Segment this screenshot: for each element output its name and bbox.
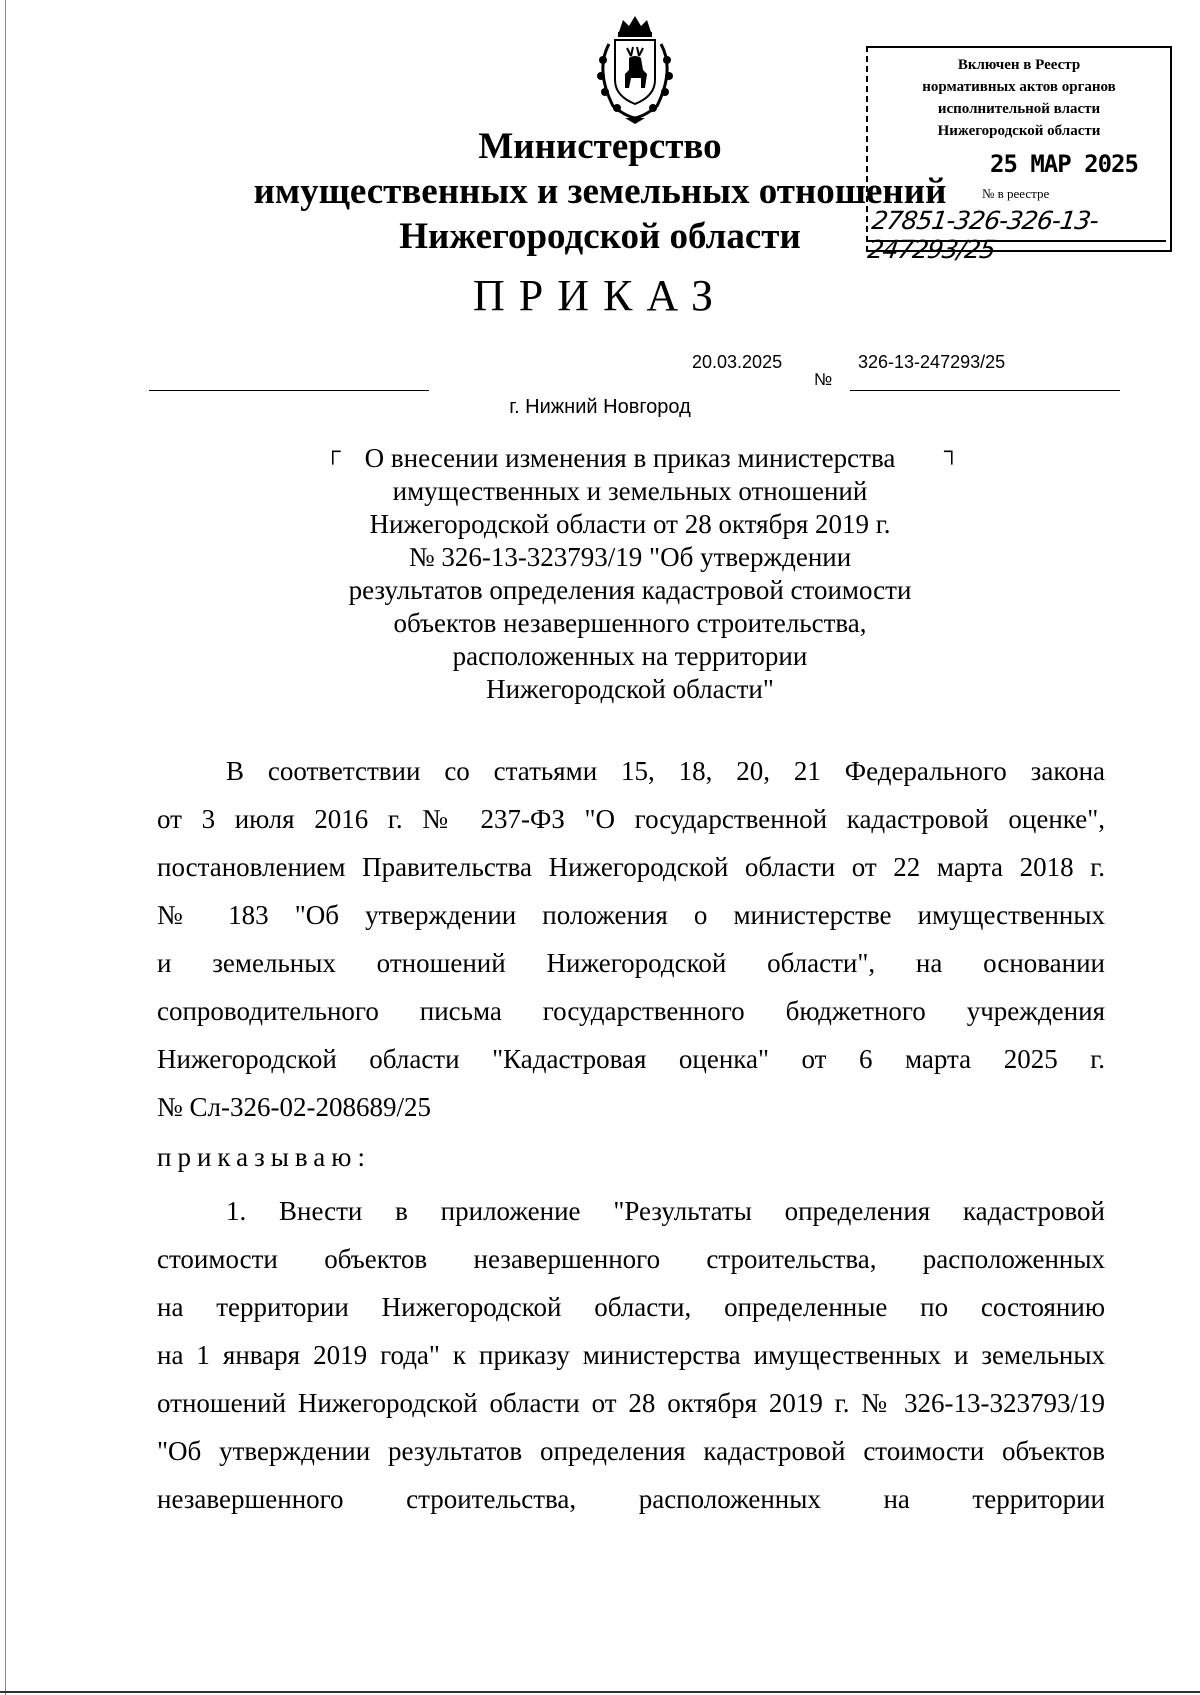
nizhny-novgorod-coat-of-arms-icon (585, 14, 685, 126)
document-date: 20.03.2025 (692, 352, 783, 372)
stamp-underline (866, 240, 1166, 242)
stamp-line: исполнительной власти (937, 101, 1101, 117)
date-underline (149, 390, 429, 391)
preamble-line: и земельных отношений Нижегородской области", на основании (157, 948, 1105, 978)
preamble-line: постановлением Правительства Нижегородской области от 22 марта 2018 г. (157, 852, 1105, 882)
item-line: 1. Внести в приложение "Результаты определения кадастровой (226, 1196, 1105, 1226)
number-sign: № (814, 370, 833, 389)
document-number: 326-13-247293/25 (858, 352, 1006, 372)
preamble-line: № 183 "Об утверждении положения о министерстве имущественных (157, 900, 1105, 930)
ministry-title (250, 124, 950, 259)
stamp-registry-number: 27851-326-326-13-247293/25 (865, 206, 1100, 264)
subject-line: Нижегородской области от 28 октября 2019 г. (369, 509, 891, 539)
preamble-line: № Сл-326-02-208689/25 (157, 1092, 431, 1122)
scan-edge-left (5, 0, 6, 1695)
item-line: стоимости объектов незавершенного строительства, расположенных (157, 1244, 1105, 1274)
order-word: приказываю: (157, 1142, 371, 1172)
item-line: отношений Нижегородской области от 28 октября 2019 г. № 326-13-323793/19 (157, 1388, 1105, 1418)
document-title: ПРИКАЗ (472, 271, 728, 320)
subject-line: результатов определения кадастровой стоимости (348, 575, 912, 605)
stamp-number-label: № в реестре (982, 186, 1050, 201)
scan-edge-bottom (0, 1691, 1200, 1693)
preamble-line: В соответствии со статьями 15, 18, 20, 21 Федерального закона (226, 756, 1105, 786)
subject-line: № 326-13-323793/19 "Об утверждении (408, 542, 852, 572)
ministry-line: Министерство (478, 126, 722, 167)
subject-line: имущественных и земельных отношений (392, 476, 868, 506)
stamp-date: 25 МАР 2025 (990, 150, 1138, 178)
subject-line: О внесении изменения в приказ министерства (364, 443, 896, 473)
subject-line: Нижегородской области" (486, 674, 774, 704)
item-line: "Об утверждении результатов определения кадастровой стоимости объектов (157, 1436, 1105, 1466)
preamble-line: Нижегородской области "Кадастровая оценка" от 6 марта 2025 г. (157, 1044, 1105, 1074)
stamp-line: Включен в Реестр (957, 57, 1081, 73)
preamble-line: сопроводительного письма государственного бюджетного учреждения (157, 996, 1105, 1026)
ministry-line: имущественных и земельных отношений (253, 171, 947, 212)
item-line: незавершенного строительства, расположенных на территории (157, 1484, 1105, 1514)
document-subject (320, 442, 940, 706)
corner-bracket-right-icon: ┐ (944, 438, 960, 463)
subject-line: расположенных на территории (452, 641, 808, 671)
stamp-line: Нижегородской области (937, 123, 1101, 139)
subject-line: объектов незавершенного строительства, (393, 608, 867, 638)
item-line: на территории Нижегородской области, определенные по состоянию (157, 1292, 1105, 1322)
number-underline (850, 390, 1120, 391)
ministry-line: Нижегородской области (399, 216, 801, 257)
corner-bracket-left-icon: ┌ (325, 438, 341, 463)
document-city: г. Нижний Новгород (509, 396, 691, 418)
item-line: на 1 января 2019 года" к приказу министерства имущественных и земельных (157, 1340, 1105, 1370)
preamble-line: от 3 июля 2016 г. № 237-ФЗ "О государственной кадастровой оценке", (157, 804, 1105, 834)
stamp-line: нормативных актов органов (922, 79, 1116, 95)
